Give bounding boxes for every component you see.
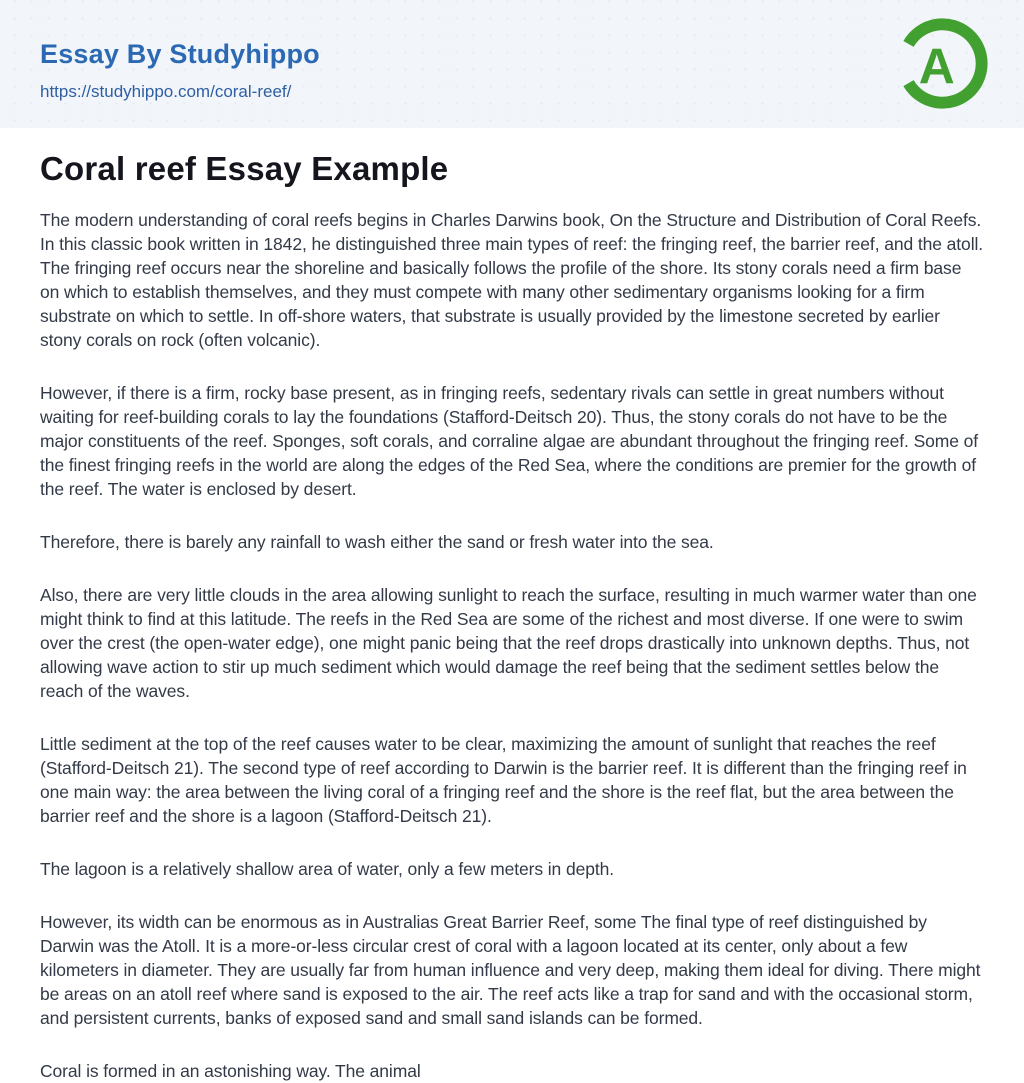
essay-article (0, 128, 1024, 1083)
essay-paragraph: The modern understanding of coral reefs begins in Charles Darwins book, On the Structure and Distribution of Coral Reefs. In this classic book written in 1842, he distinguished three main types of reef: the fringing reef, the barrier reef, and the atoll. The fringing reef occurs near the shoreline and basically follows the profile of the shore. Its stony corals need a firm base on which to establish themselves, and they must compete with many other sedimentary organisms looking for a firm substrate on which to settle. In off-shore waters, that substrate is usually provided by the limestone secreted by earlier stony corals on rock (often volcanic). (40, 210, 984, 350)
essay-paragraph: Therefore, there is barely any rainfall to wash either the sand or fresh water into the sea. (40, 532, 714, 552)
site-header (0, 0, 1024, 128)
page-title: Coral reef Essay Example (40, 150, 449, 187)
source-url-link[interactable]: https://studyhippo.com/coral-reef/ (40, 81, 292, 101)
logo-letter: A (918, 38, 955, 95)
essay-paragraph: However, if there is a firm, rocky base present, as in fringing reefs, sedentary rivals can settle in great numbers without waiting for reef-building corals to lay the foundations (Stafford-Deitsch 20). Thus, the stony corals do not have to be the major constituents of the reef. Sponges, soft corals, and corraline algae are abundant throughout the fringing reef. Some of the finest fringing reefs in the world are along the edges of the Red Sea, where the conditions are premier for the growth of the reef. The water is enclosed by desert. (40, 383, 979, 499)
essay-paragraph: The lagoon is a relatively shallow area of water, only a few meters in depth. (40, 859, 614, 879)
essay-paragraph: Coral is formed in an astonishing way. The animal (40, 1061, 421, 1081)
essay-paragraph: Little sediment at the top of the reef causes water to be clear, maximizing the amount of sunlight that reaches the reef (Stafford-Deitsch 21). The second type of reef according to Darwin is the barrier reef. It is different than the fringing reef in one main way: the area between the living coral of a fringing reef and the shore is the reef flat, but the area between the barrier reef and the shore is a lagoon (Stafford-Deitsch 21). (40, 734, 967, 826)
essay-paragraph: However, its width can be enormous as in Australias Great Barrier Reef, some The final type of reef distinguished by Darwin was the Atoll. It is a more-or-less circular crest of coral with a lagoon located at its center, only about a few kilometers in diameter. They are usually far from human influence and very deep, making them ideal for diving. There might be areas on an atoll reef where sand is exposed to the air. The reef acts like a trap for sand and with the occasional storm, and persistent currents, banks of exposed sand and small sand islands can be formed. (40, 912, 981, 1028)
essay-paragraph: Also, there are very little clouds in the area allowing sunlight to reach the surface, resulting in much warmer water than one might think to find at this latitude. The reefs in the Red Sea are some of the richest and most diverse. If one were to swim over the crest (the open-water edge), one might panic being that the reef drops drastically into unknown depths. Thus, not allowing wave action to stir up much sediment which would damage the reef being that the sediment settles below the reach of the waves. (40, 585, 977, 701)
site-title: Essay By Studyhippo (40, 39, 320, 69)
studyhippo-logo-icon (895, 16, 990, 111)
